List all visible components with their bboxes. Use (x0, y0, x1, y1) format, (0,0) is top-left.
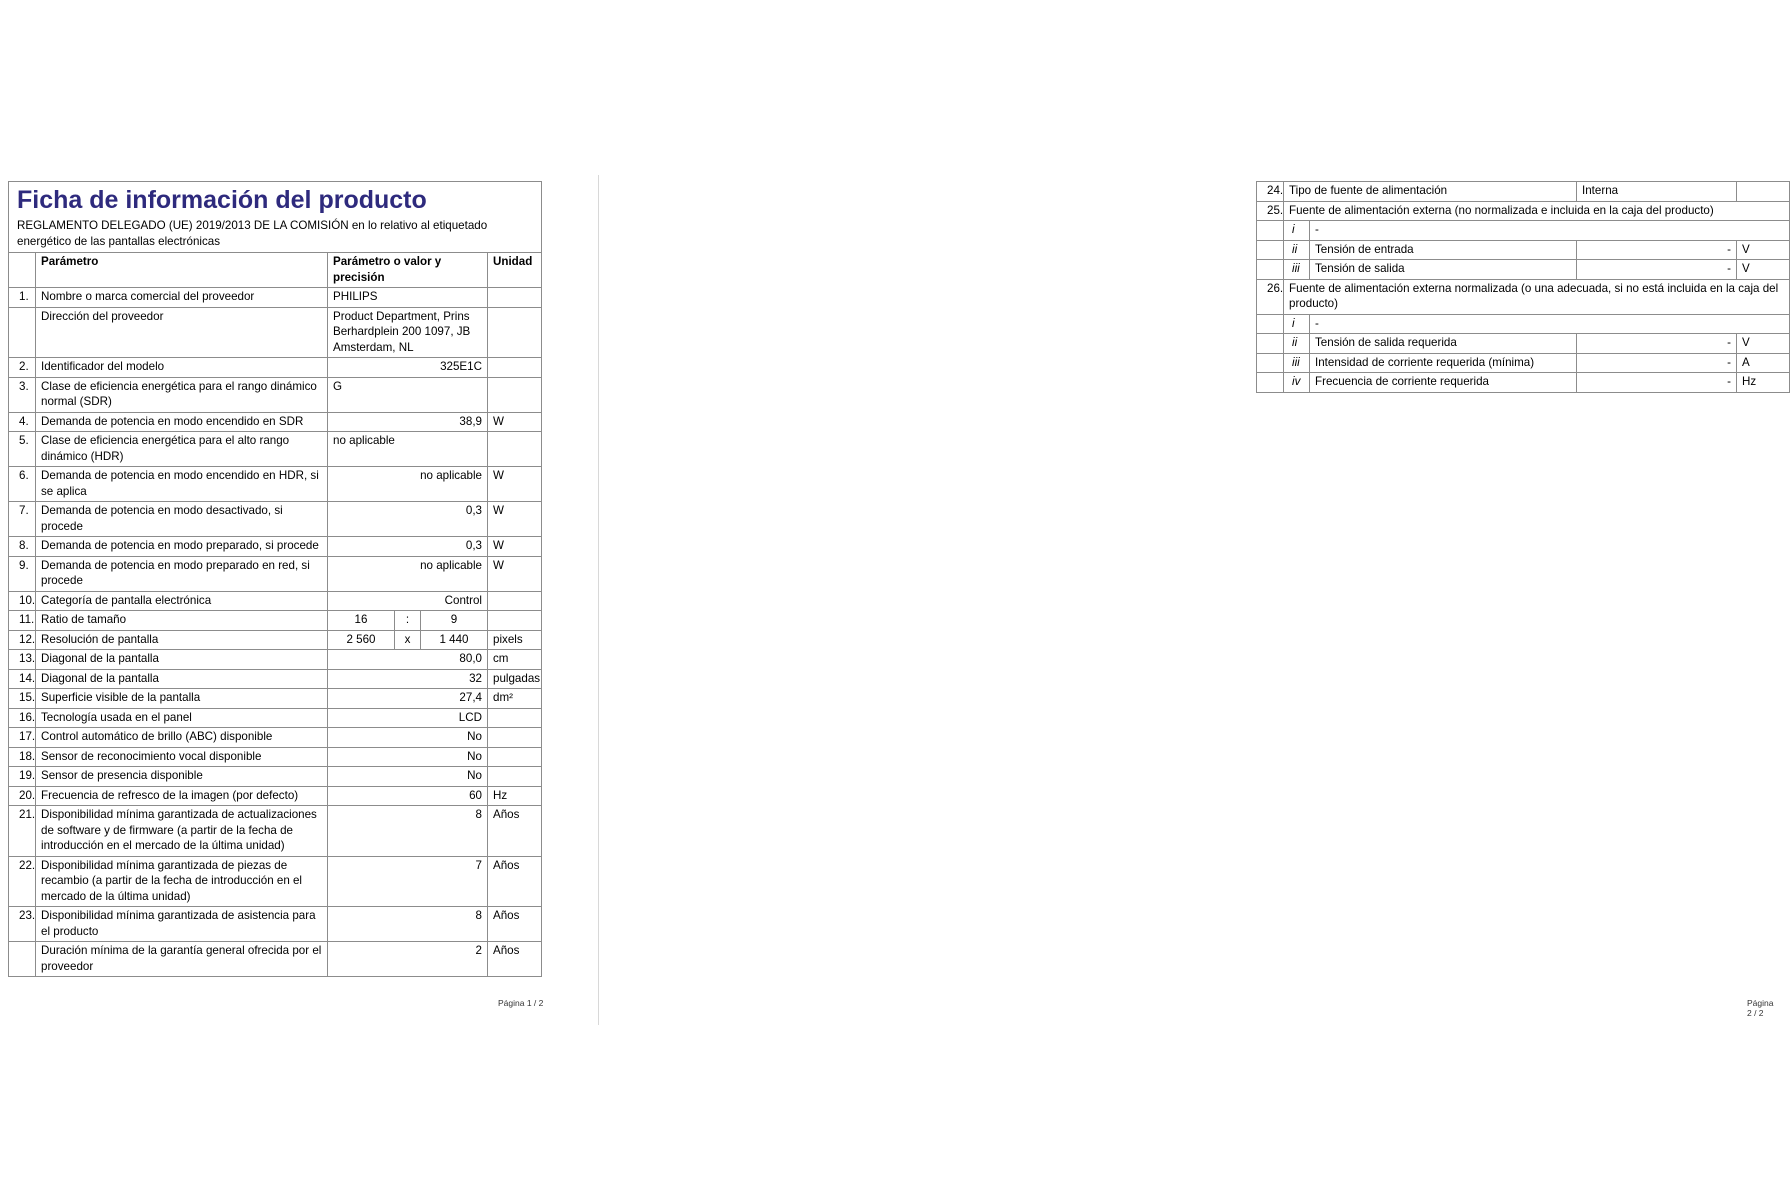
row-roman: ii (1284, 334, 1310, 354)
power-supply-table (1256, 181, 1790, 393)
row-unit: W (488, 556, 542, 591)
table-row (9, 689, 542, 709)
row-value: Interna (1577, 182, 1737, 202)
row-value: - (1577, 334, 1737, 354)
row-number (1257, 353, 1284, 373)
row-number (1257, 373, 1284, 393)
row-unit: W (488, 537, 542, 557)
row-parameter: Disponibilidad mínima garantizada de piezas de recambio (a partir de la fecha de introducción en el mercado de la última unidad) (36, 856, 328, 907)
row-parameter: Disponibilidad mínima garantizada de asistencia para el producto (36, 907, 328, 942)
row-number: 4. (9, 412, 36, 432)
row-parameter: Demanda de potencia en modo preparado, si procede (36, 537, 328, 557)
row-value: 2 (328, 942, 488, 977)
table-row (9, 669, 542, 689)
table-row (9, 537, 542, 557)
table-subrow (1257, 260, 1790, 280)
row-parameter: Diagonal de la pantalla (36, 650, 328, 670)
table-row (1257, 279, 1790, 314)
row-unit (488, 307, 542, 358)
row-parameter: - (1310, 314, 1790, 334)
page-divider (598, 175, 599, 1025)
table-row (1257, 182, 1790, 202)
row-unit (488, 432, 542, 467)
row-unit (488, 591, 542, 611)
row-unit: V (1737, 260, 1790, 280)
table-row (9, 728, 542, 748)
row-parameter: Demanda de potencia en modo preparado en red, si procede (36, 556, 328, 591)
row-parameter: Diagonal de la pantalla (36, 669, 328, 689)
row-parameter: Clase de eficiencia energética para el alto rango dinámico (HDR) (36, 432, 328, 467)
row-value-sep: : (395, 611, 421, 631)
row-number: 22. (9, 856, 36, 907)
row-value: LCD (328, 708, 488, 728)
row-unit (1737, 182, 1790, 202)
row-unit (488, 767, 542, 787)
table-row (9, 806, 542, 857)
row-number (9, 307, 36, 358)
row-unit: pulgadas (488, 669, 542, 689)
table-row (9, 467, 542, 502)
row-parameter: Tecnología usada en el panel (36, 708, 328, 728)
document-title: Ficha de información del producto (17, 186, 427, 214)
table-row (9, 767, 542, 787)
row-unit (488, 747, 542, 767)
row-unit (488, 611, 542, 631)
row-number (1257, 260, 1284, 280)
row-roman: iii (1284, 260, 1310, 280)
row-unit: Años (488, 856, 542, 907)
row-unit: pixels (488, 630, 542, 650)
row-value: 0,3 (328, 537, 488, 557)
row-parameter: Demanda de potencia en modo desactivado, si procede (36, 502, 328, 537)
table-subrow (1257, 373, 1790, 393)
table-row (9, 358, 542, 378)
row-value: No (328, 747, 488, 767)
row-number (1257, 314, 1284, 334)
row-number: 11. (9, 611, 36, 631)
row-value: PHILIPS (328, 288, 488, 308)
row-number (1257, 334, 1284, 354)
row-value: 0,3 (328, 502, 488, 537)
row-number: 12. (9, 630, 36, 650)
row-unit: W (488, 412, 542, 432)
row-number: 15. (9, 689, 36, 709)
row-unit (488, 377, 542, 412)
row-roman: iv (1284, 373, 1310, 393)
row-parameter: Ratio de tamaño (36, 611, 328, 631)
row-value: 7 (328, 856, 488, 907)
row-parameter: Clase de eficiencia energética para el rango dinámico normal (SDR) (36, 377, 328, 412)
table-row (9, 611, 542, 631)
table-row (9, 856, 542, 907)
row-parameter: Tipo de fuente de alimentación (1284, 182, 1577, 202)
row-number: 7. (9, 502, 36, 537)
row-number: 5. (9, 432, 36, 467)
row-value: Product Department, Prins Berhardplein 200 1097, JB Amsterdam, NL (328, 307, 488, 358)
row-unit (488, 708, 542, 728)
row-number: 24. (1257, 182, 1284, 202)
product-info-table (8, 181, 542, 977)
row-number: 16. (9, 708, 36, 728)
row-number: 21. (9, 806, 36, 857)
row-parameter: Categoría de pantalla electrónica (36, 591, 328, 611)
header-unit: Unidad (488, 253, 542, 288)
row-number: 20. (9, 786, 36, 806)
row-parameter: Resolución de pantalla (36, 630, 328, 650)
row-value: 325E1C (328, 358, 488, 378)
row-unit: Años (488, 806, 542, 857)
row-value: Control (328, 591, 488, 611)
row-parameter: Disponibilidad mínima garantizada de actualizaciones de software y de firmware (a partir de la fecha de introducción en el mercado de la última unidad) (36, 806, 328, 857)
row-parameter: Tensión de salida requerida (1310, 334, 1577, 354)
row-parameter: Fuente de alimentación externa normalizada (o una adecuada, si no está incluida en la caja del producto) (1284, 279, 1790, 314)
header-param: Parámetro (36, 253, 328, 288)
row-parameter: Frecuencia de corriente requerida (1310, 373, 1577, 393)
row-value: 38,9 (328, 412, 488, 432)
row-parameter: Sensor de reconocimiento vocal disponible (36, 747, 328, 767)
table-row (9, 630, 542, 650)
row-parameter: Identificador del modelo (36, 358, 328, 378)
row-number: 23. (9, 907, 36, 942)
table-row (9, 432, 542, 467)
row-unit (488, 358, 542, 378)
header-value: Parámetro o valor y precisión (328, 253, 488, 288)
row-roman: i (1284, 221, 1310, 241)
table-row (9, 502, 542, 537)
row-unit: Años (488, 907, 542, 942)
row-unit: cm (488, 650, 542, 670)
row-value-b: 1 440 (421, 630, 488, 650)
document-subtitle: REGLAMENTO DELEGADO (UE) 2019/2013 DE LA COMISIÓN en lo relativo al etiquetado energético de las pantallas electrónicas (17, 219, 488, 248)
row-value: No (328, 728, 488, 748)
row-number (9, 942, 36, 977)
row-number: 2. (9, 358, 36, 378)
table-row (9, 650, 542, 670)
row-value: 80,0 (328, 650, 488, 670)
row-parameter: Frecuencia de refresco de la imagen (por defecto) (36, 786, 328, 806)
row-value-a: 2 560 (328, 630, 395, 650)
row-parameter: Demanda de potencia en modo encendido en SDR (36, 412, 328, 432)
page-footer: Página 1 / 2 (498, 998, 544, 1008)
row-parameter: Tensión de salida (1310, 260, 1577, 280)
row-unit: V (1737, 334, 1790, 354)
table-row (9, 786, 542, 806)
row-parameter: - (1310, 221, 1790, 241)
row-parameter: Tensión de entrada (1310, 240, 1577, 260)
table-row (9, 591, 542, 611)
row-unit (488, 728, 542, 748)
row-number: 13. (9, 650, 36, 670)
row-number: 26. (1257, 279, 1284, 314)
header-num (9, 253, 36, 288)
title-row (9, 182, 542, 253)
row-value: no aplicable (328, 467, 488, 502)
row-parameter: Duración mínima de la garantía general ofrecida por el proveedor (36, 942, 328, 977)
row-number: 18. (9, 747, 36, 767)
row-number: 9. (9, 556, 36, 591)
row-value: 8 (328, 806, 488, 857)
row-number (1257, 221, 1284, 241)
row-value: 27,4 (328, 689, 488, 709)
row-number: 14. (9, 669, 36, 689)
row-parameter: Nombre o marca comercial del proveedor (36, 288, 328, 308)
row-value: - (1577, 373, 1737, 393)
table-row (9, 412, 542, 432)
row-value: no aplicable (328, 556, 488, 591)
row-value-sep: x (395, 630, 421, 650)
row-value: - (1577, 353, 1737, 373)
row-number: 17. (9, 728, 36, 748)
row-roman: iii (1284, 353, 1310, 373)
row-parameter: Superficie visible de la pantalla (36, 689, 328, 709)
row-roman: i (1284, 314, 1310, 334)
title-cell (9, 182, 542, 253)
table-row (9, 307, 542, 358)
row-number: 19. (9, 767, 36, 787)
table-row (9, 708, 542, 728)
table-row (1257, 201, 1790, 221)
row-unit: V (1737, 240, 1790, 260)
row-parameter: Fuente de alimentación externa (no normalizada e incluida en la caja del producto) (1284, 201, 1790, 221)
table-subrow (1257, 314, 1790, 334)
row-value-a: 16 (328, 611, 395, 631)
table-row (9, 377, 542, 412)
row-value: G (328, 377, 488, 412)
row-number: 10. (9, 591, 36, 611)
row-number: 1. (9, 288, 36, 308)
row-unit: A (1737, 353, 1790, 373)
row-number: 25. (1257, 201, 1284, 221)
row-unit: Hz (1737, 373, 1790, 393)
row-unit: Años (488, 942, 542, 977)
header-row (9, 253, 542, 288)
row-number: 3. (9, 377, 36, 412)
page-1 (0, 0, 598, 1200)
row-value: No (328, 767, 488, 787)
row-value: 32 (328, 669, 488, 689)
table-row (9, 907, 542, 942)
row-value: 60 (328, 786, 488, 806)
row-value: no aplicable (328, 432, 488, 467)
row-parameter: Demanda de potencia en modo encendido en HDR, si se aplica (36, 467, 328, 502)
row-unit: Hz (488, 786, 542, 806)
row-number: 8. (9, 537, 36, 557)
row-unit: W (488, 502, 542, 537)
row-value-b: 9 (421, 611, 488, 631)
row-value: - (1577, 240, 1737, 260)
row-number: 6. (9, 467, 36, 502)
row-unit (488, 288, 542, 308)
row-parameter: Control automático de brillo (ABC) disponible (36, 728, 328, 748)
row-parameter: Sensor de presencia disponible (36, 767, 328, 787)
table-subrow (1257, 221, 1790, 241)
table-row (9, 288, 542, 308)
row-number (1257, 240, 1284, 260)
row-unit: W (488, 467, 542, 502)
row-parameter: Intensidad de corriente requerida (mínima) (1310, 353, 1577, 373)
table-row (9, 556, 542, 591)
table-subrow (1257, 240, 1790, 260)
table-subrow (1257, 334, 1790, 354)
row-value: - (1577, 260, 1737, 280)
table-row (9, 747, 542, 767)
row-parameter: Dirección del proveedor (36, 307, 328, 358)
row-roman: ii (1284, 240, 1310, 260)
row-unit: dm² (488, 689, 542, 709)
table-subrow (1257, 353, 1790, 373)
page-footer: Página 2 / 2 (1747, 998, 1774, 1018)
page-2 (600, 0, 1779, 1200)
table-row (9, 942, 542, 977)
row-value: 8 (328, 907, 488, 942)
